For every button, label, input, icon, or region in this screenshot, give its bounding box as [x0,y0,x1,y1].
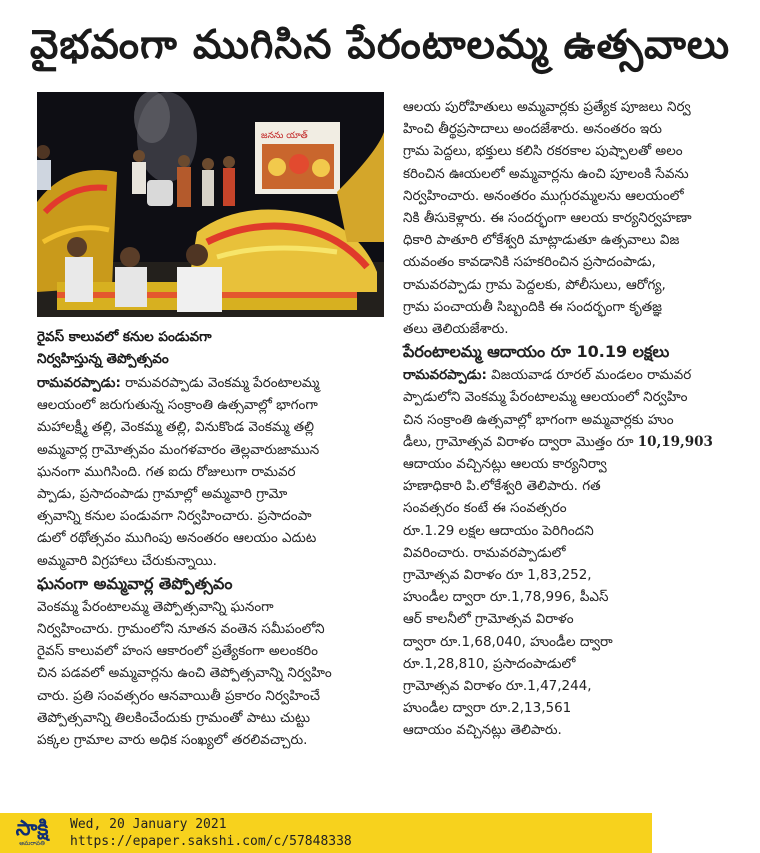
article-line: చిన పడవలో అమ్మవార్లను ఉంచి తెప్పోత్సవాన్ని నిర్వహిం [37,665,332,682]
dateline: రామవరప్పాడు: [403,367,487,384]
article-line: ప్పాడు, ప్రసాదంపాడు గ్రామాల్లో అమ్మవారి గ్రామో [37,486,288,503]
article-line: ఆలయ పురోహితులు అమ్మవార్లకు ప్రత్యేక పూజలు నిర్వ [403,99,691,115]
article-line: అమ్మవారి విగ్రహాలు చేరుకున్నాయి. [37,552,217,569]
logo-subtext: అమరావతి [19,840,45,847]
article-line: త్సవాన్ని కనుల పండువగా నిర్వహించారు. ప్రసాదంపా [37,508,312,525]
sakshi-logo [6,816,58,850]
article-line [403,364,751,386]
article-line [37,372,389,394]
festival-photo-illustration [37,92,384,317]
article-line: రూ.1,28,810, ప్రసాదంపాడులో [403,655,576,672]
article-line: తెప్పోత్సవాన్ని తిలకించేందుకు గ్రామంతో పాటు చుట్టు [37,709,311,726]
article-line: పక్కల గ్రామాల వారు అధిక సంఖ్యలో తరలివచ్చారు. [37,732,308,749]
article-line: తలు తెలియజేశారు. [403,321,509,338]
caption-line: రైవస్ కాలువలో కనుల పండువగా [37,329,212,345]
festival-photo [37,92,384,317]
subheading: ఘనంగా అమ్మవార్ల తెప్పోత్సవం [37,573,233,593]
publication-date: Wed, 20 January 2021 [70,817,227,832]
article-line: అమ్మవార్ల గ్రామోత్సవం మంగళవారం తెల్లవారుజామున [37,441,320,458]
column-left [37,372,389,751]
article-line: రామవరప్పాడు గ్రామ పెద్దలకు, పోలీసులు, ఆరోగ్య, [403,276,666,293]
footer-info [70,816,352,850]
epaper-link[interactable]: https://epaper.sakshi.com/c/57848338 [70,834,352,849]
article-line: ఘనంగా ముగిసింది. గత ఐదు రోజులుగా రామవర [37,463,296,480]
article-line: రూ.1.29 లక్షల ఆదాయం పెరిగిందని [403,522,594,539]
article-line: సంవత్సరం కంటే ఈ సంవత్సరం [403,500,567,517]
banner-text: జనను యాత్ [261,131,308,141]
article-line: ఆదాయం వచ్చినట్లు ఆలయ కార్యనిర్వా [403,456,607,473]
article-text: విజయవాడ రూరల్ మండలం రామవర [486,367,692,384]
article-text: రామవరప్పాడు వెంకమ్మ పేరంటాలమ్మ [120,375,320,391]
article-line: వివరించారు. రామవరప్పాడులో [403,544,566,561]
article-line: ఆదాయం వచ్చినట్లు తెలిపారు. [403,722,562,739]
article-line: హుండీల ద్వారా రూ.2,13,561 [403,700,572,717]
logo-text: సాక్షి [15,816,49,840]
article-text: డీలు, గ్రామోత్సవ విరాళం ద్వారా మొత్తం రూ [403,433,638,450]
article-line: నిర్వహించారు. గ్రామంలోని నూతన వంతెన సమీపంలోని [37,621,325,638]
article-line: నిర్వహించారు. అనంతరం ముగ్గురమ్మలను ఆలయంలో [403,187,684,204]
article-line: గ్రామ పెద్దలు, భక్తులు కలిసి రకరకాల పుష్పాలతో అలం [403,143,683,160]
photo-caption [37,326,392,370]
article-line: మహాలక్ష్మీ తల్లి, వెంకమ్మ తల్లి, వినుకొండ వెంకమ్మ తల్లి [37,419,315,436]
article-line: ధికారి పాతూరి లోకేశ్వరి మాట్లాడుతూ ఉత్సవాలు విజ [403,232,680,249]
article-line: కరించిన ఊయలలో అమ్మవార్లను ఉంచి పూలంకి సేవను [403,165,689,182]
article-line: గ్రామ పంచాయతీ సిబ్బందికి ఈ సందర్భంగా కృతజ్ఞ [403,298,662,315]
article-line: ప్పాడులోని వెంకమ్మ పేరంటాలమ్మ ఆలయంలో నిర్వహిం [403,389,688,406]
article-line [403,431,751,453]
article-line: గ్రామోత్సవ విరాళం రూ 1,83,252, [403,567,592,584]
article-line: హుండీల ద్వారా రూ.1,78,996, పీఎస్ [403,589,609,606]
article-line: యవంతం కావడానికి సహకరించిన ప్రసాదంపాడు, [403,254,656,271]
article-line: వెంకమ్మ పేరంటాలమ్మ తెప్పోత్సవాన్ని ఘనంగా [37,598,274,615]
epaper-footer [0,813,652,853]
article-line: ఆర్ కాలనీలో గ్రామోత్సవ విరాళం [403,611,574,628]
article-line: హించి తీర్థప్రసాదాలు అందజేశారు. అనంతరం ఇరు [403,121,662,138]
article-line: డులో రథోత్సవం ముగింపు అనంతరం ఆలయం ఎదుట [37,530,317,547]
article-line: ద్వారా రూ.1,68,040, హుండీల ద్వారా [403,633,613,650]
total-income: 10,19,903 [637,433,713,450]
article-line: రైవస్ కాలువలో హంస ఆకారంలో ప్రత్యేకంగా అలంకరిం [37,643,318,660]
caption-line: నిర్వహిస్తున్న తెప్పోత్సవం [37,351,169,367]
article-line: నికి తీసుకెళ్లారు. ఈ సందర్భంగా ఆలయ కార్యనిర్వహణా [403,210,692,227]
subheading: పేరంటాలమ్మ ఆదాయం రూ 10.19 లక్షలు [403,342,670,362]
article-line: చిన సంక్రాంతి ఉత్సవాల్లో భాగంగా అమ్మవార్లకు హుం [403,411,674,428]
article-line: చారు. ప్రతి సంవత్సరం ఆనవాయితీ ప్రకారం నిర్వహించే [37,687,320,704]
dateline: రామవరప్పాడు: [37,375,121,391]
column-right [403,96,751,742]
article-line: ఆలయంలో జరుగుతున్న సంక్రాంతి ఉత్సవాల్లో భాగంగా [37,397,318,414]
article-line: గ్రామోత్సవ విరాళం రూ.1,47,244, [403,678,592,695]
article-line: హణాధికారి పి.లోకేశ్వరి తెలిపారు. గత [403,478,601,495]
article-headline: వైభవంగా ముగిసిన పేరంటాలమ్మ ఉత్సవాలు [29,22,731,68]
